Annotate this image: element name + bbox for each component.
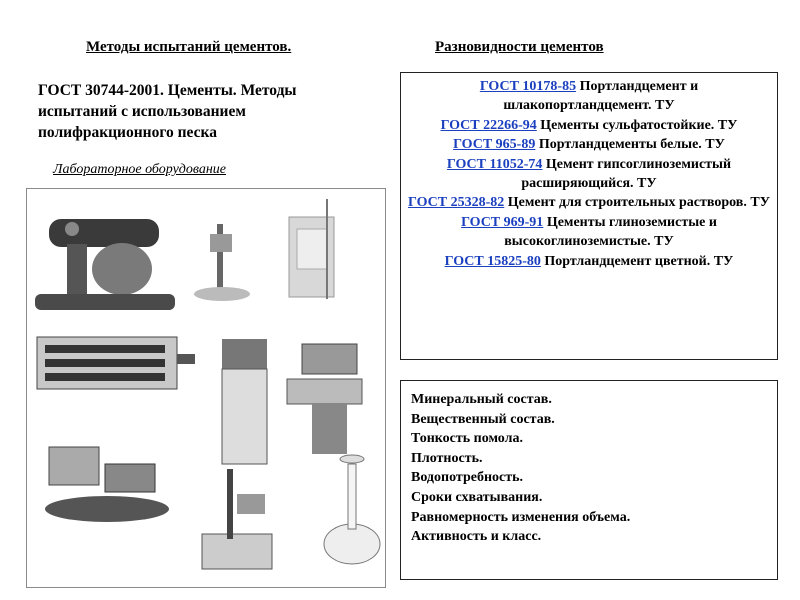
cement-standard-item: [407, 213, 771, 252]
property-item: Тонкость помола.: [411, 431, 523, 447]
property-item: Водопотребность.: [411, 470, 524, 486]
press-image: [222, 339, 267, 464]
cement-standard-item: [407, 155, 771, 194]
property-item: Сроки схватывания.: [411, 489, 543, 505]
property-item: Вещественный состав.: [411, 411, 555, 427]
gost-title: Цемент для строительных растворов. ТУ: [504, 195, 770, 211]
gost-title: Портландцемент цветной. ТУ: [540, 253, 734, 269]
gost-title: Портландцемент и шлакопортландцемент. ТУ: [503, 79, 699, 114]
property-item: Активность и класс.: [411, 529, 542, 545]
gost-title: Портландцементы белые. ТУ: [535, 137, 725, 153]
shaking-table-image: [45, 447, 169, 522]
cement-standard-item: [407, 116, 771, 135]
gost-link[interactable]: ГОСТ 10178-85: [479, 79, 577, 94]
cement-standards-box: [400, 72, 778, 360]
heading-test-methods: Методы испытаний цементов.: [86, 39, 292, 55]
gost-link[interactable]: ГОСТ 15825-80: [444, 253, 541, 269]
mold-image: [37, 337, 195, 389]
stand-device-image: [202, 469, 272, 569]
gost-link[interactable]: ГОСТ 22266-94: [440, 117, 537, 133]
gost-main-code: ГОСТ 30744-2001. Цементы.: [38, 82, 237, 99]
equipment-illustrations: [27, 189, 385, 587]
glass-device-image: [289, 199, 334, 299]
gost-link[interactable]: ГОСТ 965-89: [453, 137, 536, 153]
cement-standard-item: [407, 77, 771, 116]
glass-flask-image: [324, 455, 380, 564]
gost-main-text: Методы испытаний с использованием полифракционного песка: [38, 82, 297, 141]
property-item: Минеральный состав.: [411, 392, 552, 407]
measuring-device-image: [287, 344, 362, 454]
lab-equipment-photos: [26, 188, 386, 588]
gost-link[interactable]: ГОСТ 969-91: [461, 214, 544, 230]
gost-link[interactable]: ГОСТ 25328-82: [408, 195, 505, 211]
property-item: Равномерность изменения объема.: [411, 509, 631, 525]
mixer-image: [35, 219, 175, 310]
gost-title: Цементы глиноземистые и высокоглиноземистые. ТУ: [504, 214, 717, 250]
heading-cement-types: Разновидности цементов: [435, 39, 604, 55]
cement-standard-item: [407, 193, 771, 212]
gost-main-title: [38, 80, 378, 143]
cement-properties-box: [400, 380, 778, 580]
lab-equipment-label: Лабораторное оборудование: [53, 162, 226, 177]
property-item: Плотность.: [411, 450, 483, 466]
gost-title: Цементы сульфатостойкие. ТУ: [536, 117, 738, 133]
gost-link[interactable]: ГОСТ 11052-74: [446, 156, 543, 172]
gost-title: Цемент гипсоглиноземистый расширяющийся. ТУ: [521, 156, 732, 192]
cement-standard-item: [407, 135, 771, 154]
vicat-apparatus-image: [194, 224, 250, 301]
cement-standard-item: [407, 252, 771, 271]
